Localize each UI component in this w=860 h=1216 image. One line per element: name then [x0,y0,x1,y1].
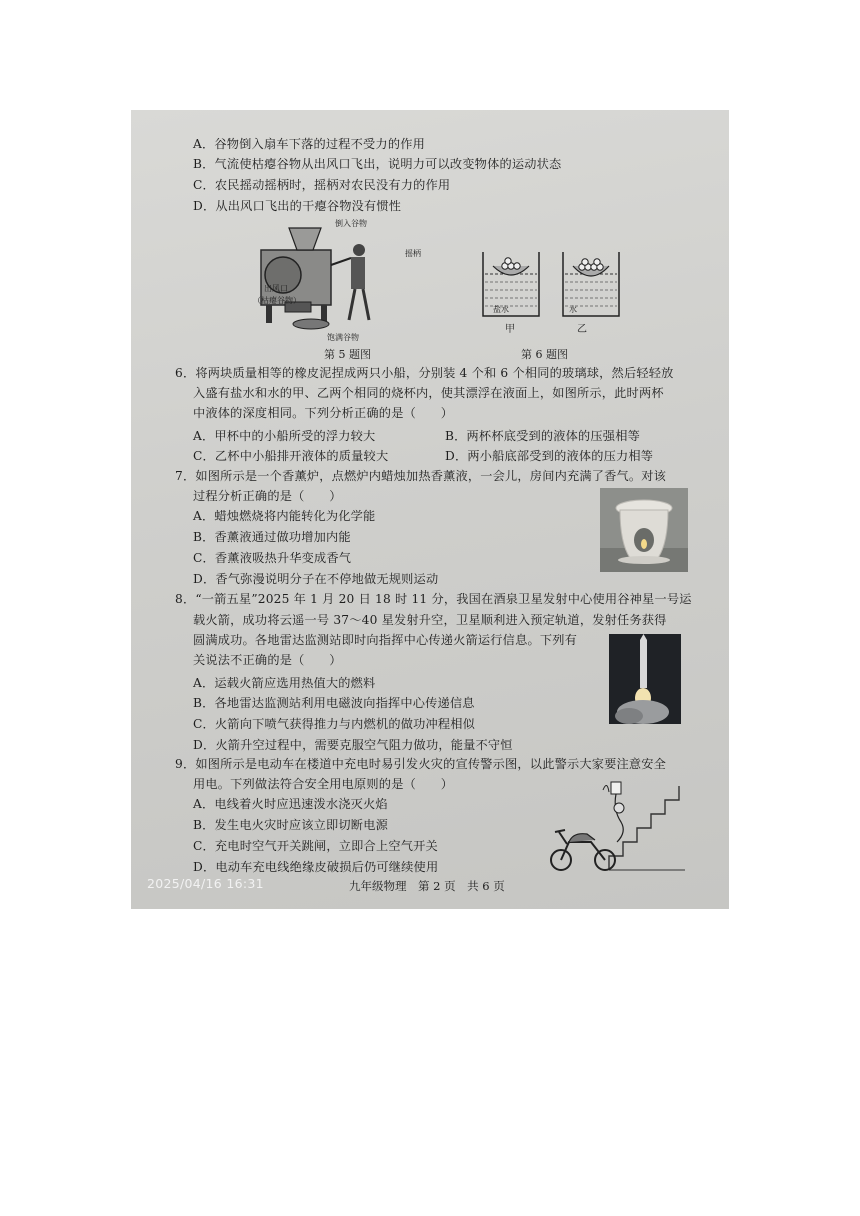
q7-option-b: B．香薰液通过做功增加内能 [193,530,351,544]
aroma-burner-photo [600,488,688,572]
q9-stem-line-2: 用电。下列做法符合安全用电原则的是（ ） [193,777,454,791]
q8-stem-line-2: 载火箭，成功将云遥一号 37～40 星发射升空，卫星顺利进入预定轨道，发射任务获得 [193,613,667,627]
q5-option-a: A．谷物倒入扇车下落的过程不受力的作用 [193,137,425,151]
photographed-exam-page [131,110,729,909]
q8-stem-line-1: 8．“一箭五星”2025 年 1 月 20 日 18 时 11 分，我国在酒泉卫星发射中心使用谷神星一号运 [175,592,692,606]
label-handle: 摇柄 [405,249,421,258]
q7-stem-line-1: 7．如图所示是一个香薰炉，点燃炉内蜡烛加热香薰液，一会儿，房间内充满了香气。对该 [175,469,667,483]
q8-option-a: A．运载火箭应选用热值大的燃料 [193,676,376,690]
q5-option-b: B．气流使枯瘪谷物从出风口飞出，说明力可以改变物体的运动状态 [193,157,562,171]
q6-stem-line-1: 6．将两块质量相等的橡皮泥捏成两只小船，分别装 4 个和 6 个相同的玻璃球，然后轻轻放 [175,366,674,380]
q7-option-c: C．香薰液吸热升华变成香气 [193,551,352,565]
q9-option-d: D．电动车充电线绝缘皮破损后仍可继续使用 [193,860,439,874]
q8-stem-line-4: 关说法不正确的是（ ） [193,653,342,667]
page-footer: 九年级物理 第 2 页 共 6 页 [349,879,505,893]
q6-stem-line-2: 入盛有盐水和水的甲、乙两个相同的烧杯内，使其漂浮在液面上，如图所示，此时两杯 [193,386,664,400]
beaker-jia [483,252,539,316]
q9-option-b: B．发生电火灾时应该立即切断电源 [193,818,388,832]
q7-stem-line-2: 过程分析正确的是（ ） [193,489,342,503]
photo-timestamp: 2025/04/16 16:31 [147,876,264,891]
q5-option-c: C．农民摇动摇柄时，摇柄对农民没有力的作用 [193,178,451,192]
winnowing-machine-figure [251,220,381,332]
q6-option-b: B．两杯杯底受到的液体的压强相等 [445,429,640,443]
label-jia: 甲 [505,324,515,335]
label-salt-water: 盐水 [493,305,509,314]
q7-option-d: D．香气弥漫说明分子在不停地做无规则运动 [193,572,439,586]
q9-option-a: A．电线着火时应迅速泼水浇灭火焰 [193,797,388,811]
q6-option-c: C．乙杯中小船排开液体的质量较大 [193,449,389,463]
label-yi: 乙 [577,324,587,335]
q8-option-b: B．各地雷达监测站利用电磁波向指挥中心传递信息 [193,696,475,710]
q8-option-d: D．火箭升空过程中，需要克服空气阻力做功，能量不守恒 [193,738,513,752]
figure-6-caption: 第 6 题图 [521,348,568,361]
ebike-charging-warning-figure [547,770,687,872]
rocket-launch-photo [609,634,681,724]
label-outlet: 出风口 [264,284,288,293]
label-outlet-sub: （枯瘪谷物） [253,296,301,305]
q9-stem-line-1: 9．如图所示是电动车在楼道中充电时易引发火灾的宣传警示图，以此警示大家要注意安全 [175,757,667,771]
q9-option-c: C．充电时空气开关跳闸，立即合上空气开关 [193,839,438,853]
figure-5-caption: 第 5 题图 [324,348,371,361]
q6-option-a: A．甲杯中的小船所受的浮力较大 [193,429,376,443]
label-full-grain: 饱满谷物 [327,333,359,342]
q7-option-a: A．蜡烛燃烧将内能转化为化学能 [193,509,376,523]
q8-stem-line-3: 圆满成功。各地雷达监测站即时向指挥中心传递火箭运行信息。下列有 [193,633,578,647]
q6-option-d: D．两小船底部受到的液体的压力相等 [445,449,654,463]
label-pour-grain: 倒入谷物 [335,219,367,228]
q6-stem-line-3: 中液体的深度相同。下列分析正确的是（ ） [193,406,454,420]
q5-option-d: D．从出风口飞出的干瘪谷物没有惯性 [193,199,402,213]
label-water: 水 [569,305,577,314]
q8-option-c: C．火箭向下喷气获得推力与内燃机的做功冲程相似 [193,717,476,731]
